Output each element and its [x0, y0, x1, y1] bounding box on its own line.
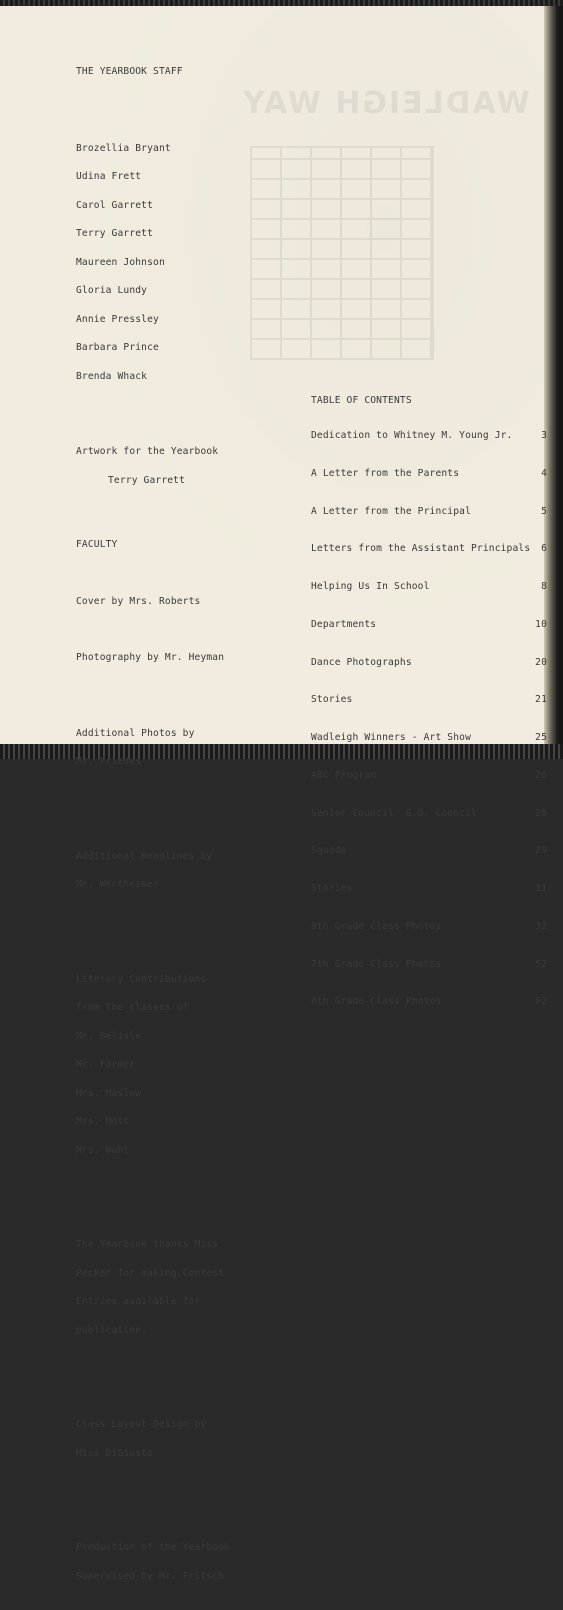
- toc-entry-title: Dedication to Whitney M. Young Jr.: [311, 430, 513, 441]
- toc-heading-row: [311, 396, 548, 412]
- toc-entry-page: 21: [535, 694, 547, 706]
- credit-line: Mr. Wertheimer: [76, 879, 159, 890]
- toc-entry: [311, 884, 548, 903]
- toc-entry-page: 25: [535, 732, 547, 743]
- toc-entry: [311, 431, 548, 450]
- toc-entry-page: 52: [535, 958, 547, 970]
- toc-entry: [311, 544, 548, 563]
- toc-entry-title: 6th Grade Class Photos: [311, 996, 442, 1008]
- credits-column: [76, 48, 276, 1610]
- toc-entry-title: 7th Grade Class Photos: [311, 958, 442, 970]
- toc-entry-title: Squads: [311, 845, 347, 857]
- toc-entry: [311, 846, 548, 865]
- toc-heading: TABLE OF CONTENTS: [311, 395, 412, 406]
- credit-line: Mrs. Maslow: [76, 1087, 142, 1099]
- photography-credit: Photography by Mr. Heyman: [76, 652, 225, 663]
- class-layout-credit: [76, 1401, 276, 1477]
- toc-entry-page: 29: [535, 845, 547, 857]
- toc-entry-title: Stories: [311, 694, 353, 706]
- credit-line: from the classes of: [76, 1002, 189, 1013]
- credit-line: publication.: [76, 1324, 148, 1336]
- toc-entry-page: 3: [541, 430, 547, 441]
- toc-entry-page: 10: [535, 618, 547, 630]
- staff-name: Maureen Johnson: [76, 256, 165, 268]
- toc-entry: [311, 997, 548, 1016]
- staff-name: Brozellia Bryant: [76, 142, 171, 154]
- toc-entry: [311, 695, 548, 714]
- toc-entry: [311, 507, 548, 526]
- credit-line: Mr. Farmer: [76, 1059, 136, 1070]
- table-of-contents: [311, 377, 548, 1026]
- toc-entry: [311, 960, 548, 979]
- toc-entry-title: Senior Council G.O. Council: [311, 807, 477, 819]
- toc-entry: [311, 582, 548, 601]
- staff-name: Udina Frett: [76, 171, 142, 182]
- artwork-credit-name: Terry Garrett: [108, 474, 186, 486]
- toc-entry-title: 8th Grade Class Photos: [311, 920, 442, 932]
- toc-entry-title: Departments: [311, 618, 377, 630]
- artwork-credit-label: Artwork for the Yearbook: [76, 446, 219, 457]
- credit-line: Class Layout Design by: [76, 1419, 207, 1430]
- toc-entry-title: Letters from the Assistant Principals: [311, 543, 531, 555]
- toc-entry-title: Dance Photographs: [311, 656, 412, 668]
- credit-line: Additional Photos by: [76, 727, 195, 739]
- toc-entry: [311, 733, 548, 752]
- toc-entry-page: 6: [541, 543, 547, 555]
- credit-line: Additional Headlines by: [76, 850, 213, 862]
- toc-entry-page: 5: [541, 505, 547, 517]
- toc-entry-title: A Letter from the Parents: [311, 467, 460, 479]
- credit-line: Miss DiGiusto: [76, 1447, 154, 1459]
- credit-line: Mrs. Wuhl: [76, 1144, 130, 1156]
- staff-heading: THE YEARBOOK STAFF: [76, 66, 183, 77]
- toc-entry: [311, 922, 548, 941]
- credit-line: Supervised by Mr. Fritsch: [76, 1570, 225, 1582]
- toc-entry: [311, 658, 548, 677]
- additional-headlines-credit: [76, 833, 276, 909]
- toc-entry-page: 26: [535, 769, 547, 781]
- credit-line: Pecker for making Contest: [76, 1267, 225, 1279]
- toc-entry-title: ABC Program: [311, 769, 377, 781]
- toc-entry: [311, 809, 548, 828]
- staff-name: Annie Pressley: [76, 313, 159, 325]
- credit-line: Mr. Friedes: [76, 756, 142, 767]
- toc-entry-title: A Letter from the Principal: [311, 505, 471, 517]
- toc-entry: [311, 469, 548, 488]
- faculty-heading: FACULTY: [76, 539, 118, 550]
- bleed-through-ghost-image: WADLEIGH WAY: [220, 36, 540, 366]
- additional-photos-credit: [76, 710, 276, 786]
- credit-line: Entries available for: [76, 1296, 201, 1307]
- credit-line: Literary Contributions: [76, 973, 207, 985]
- credit-line: The Yearbook thanks Miss: [76, 1239, 219, 1250]
- staff-name: Carol Garrett: [76, 199, 154, 211]
- credit-line: Production of the Yearbook: [76, 1542, 231, 1553]
- toc-entry-page: 4: [541, 467, 547, 479]
- staff-names-list: [76, 125, 276, 401]
- cover-credit: Cover by Mrs. Roberts: [76, 595, 201, 607]
- toc-entry-page: 31: [535, 883, 547, 894]
- toc-entry: [311, 620, 548, 639]
- toc-entry-page: 28: [535, 807, 547, 819]
- toc-entry-title: Stories: [311, 883, 353, 894]
- staff-name: Barbara Prince: [76, 342, 159, 353]
- staff-name: Gloria Lundy: [76, 285, 148, 296]
- contest-thanks-credit: [76, 1221, 276, 1354]
- toc-entry-page: 20: [535, 656, 547, 668]
- toc-entry-page: 62: [535, 996, 547, 1008]
- staff-name: Terry Garrett: [76, 228, 154, 239]
- credit-line: Mrs. Mott: [76, 1116, 130, 1127]
- toc-entry-page: 8: [541, 581, 547, 592]
- credit-line: Mr. Belisle: [76, 1030, 142, 1042]
- toc-entry: [311, 771, 548, 790]
- production-credit: [76, 1524, 276, 1600]
- toc-entry-page: 32: [535, 920, 547, 932]
- literary-contributions-credit: [76, 956, 276, 1175]
- toc-entry-title: Wadleigh Winners - Art Show: [311, 732, 471, 743]
- staff-name: Brenda Whack: [76, 370, 148, 382]
- toc-entry-title: Helping Us In School: [311, 581, 430, 592]
